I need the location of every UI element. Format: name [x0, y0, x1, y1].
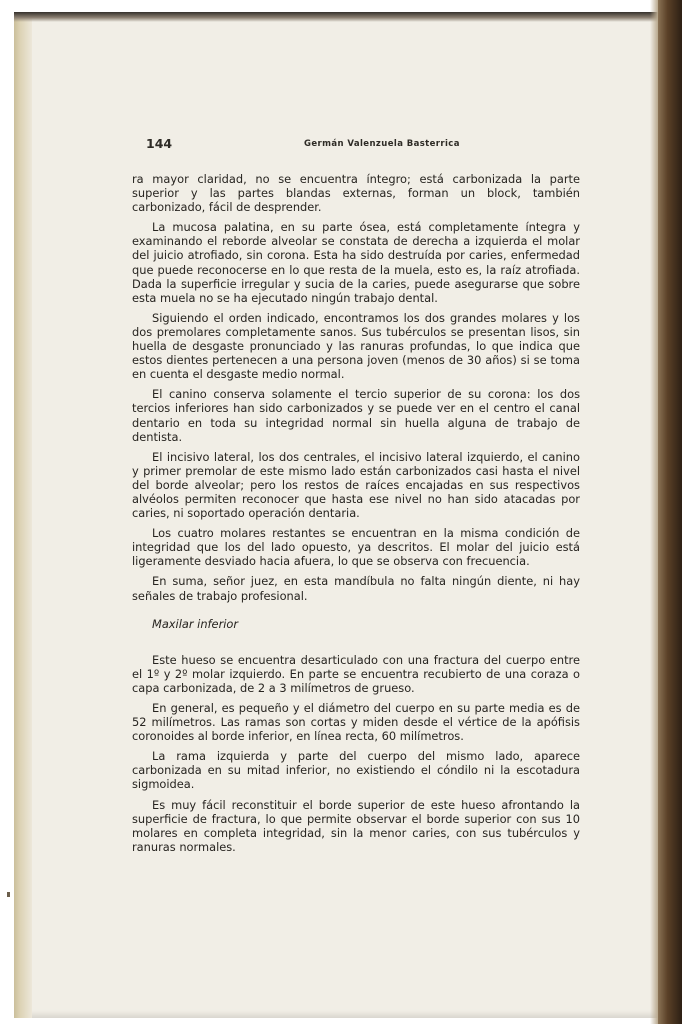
page-body: [132, 172, 580, 860]
paragraph-3: Siguiendo el orden indicado, encontramos los dos grandes molares y los dos premolares completamente sanos. Sus tubérculos se presentan lisos, sin huella de desgaste pronunciado y las ranuras profundas, lo que indica que estos dientes pertenecen a una persona joven (menos de 30 años) si se toma en cuenta el desgaste medio normal.: [132, 310, 580, 382]
page-left-edge: [14, 12, 32, 1018]
book-gutter: [658, 0, 682, 1024]
paragraph-6: Los cuatro molares restantes se encuentran en la misma condición de integridad que los del lado opuesto, ya descritos. El molar del juicio está ligeramente desviado hacia afuera, lo que se observa con frecuencia.: [132, 526, 580, 569]
page-right-shadow: [650, 0, 658, 1024]
paragraph-8: Este hueso se encuentra desarticulado con una fractura del cuerpo entre el 1º y 2º molar izquierdo. En parte se encuentra recubierto de una coraza o capa carbonizada, de 2 a 3 milímetros de grueso.: [132, 652, 580, 695]
running-head: Germán Valenzuela Basterrica: [304, 139, 460, 149]
paragraph-4: El canino conserva solamente el tercio superior de su corona: los dos tercios inferiores han sido carbonizados y se puede ver en el centro el canal dentario en toda su integridad normal sin huella alguna de trabajo de dentista.: [132, 387, 580, 444]
paragraph-2: La mucosa palatina, en su parte ósea, está completamente íntegra y examinando el reborde alveolar se constata de derecha a izquierda el molar del juicio atrofiado, sin corona. Esta ha sido destruída por caries, enfermedad que puede reconocerse en lo que resta de la muela, esto es, la raíz atrofiada. Dada la superficie irregular y sucia de la caries, puede asegurarse que sobre esta muela no se ha ejecutado ningún trabajo dental.: [132, 220, 580, 305]
paragraph-1: ra mayor claridad, no se encuentra íntegro; está carbonizada la parte superior y las partes blandas externas, forman un block, también carbonizado, fácil de desprender.: [132, 172, 580, 215]
paragraph-5: El incisivo lateral, los dos centrales, el incisivo lateral izquierdo, el canino y primer premolar de este mismo lado están carbonizados casi hasta el nivel del borde alveolar; pero los restos de raíces encajadas en sus respectivos alvéolos permiten reconocer que hasta ese nivel no han sido atacadas por caries, ni soportado operación dentaria.: [132, 449, 580, 521]
paragraph-9: En general, es pequeño y el diámetro del cuerpo en su parte media es de 52 milímetros. Las ramas son cortas y miden desde el vértice de la apófisis coronoides al borde inferior, en línea recta, 60 milímetros.: [132, 701, 580, 744]
page-top-shadow: [14, 12, 674, 22]
paragraph-10: La rama izquierda y parte del cuerpo del mismo lado, aparece carbonizada en su mitad inferior, no existiendo el cóndilo ni la escotadura sigmoidea.: [132, 749, 580, 792]
page-number: 144: [146, 136, 173, 151]
paragraph-7: En suma, señor juez, en esta mandíbula no falta ningún diente, ni hay señales de trabajo profesional.: [132, 574, 580, 603]
section-heading: Maxilar inferior: [152, 616, 239, 631]
margin-mark: [7, 892, 10, 897]
page-header: [146, 136, 578, 154]
paragraph-11: Es muy fácil reconstituir el borde superior de este hueso afrontando la superficie de fractura, lo que permite observar el borde superior con sus 10 molares en completa integridad, sin la menor caries, con sus tubérculos y ranuras normales.: [132, 797, 580, 854]
